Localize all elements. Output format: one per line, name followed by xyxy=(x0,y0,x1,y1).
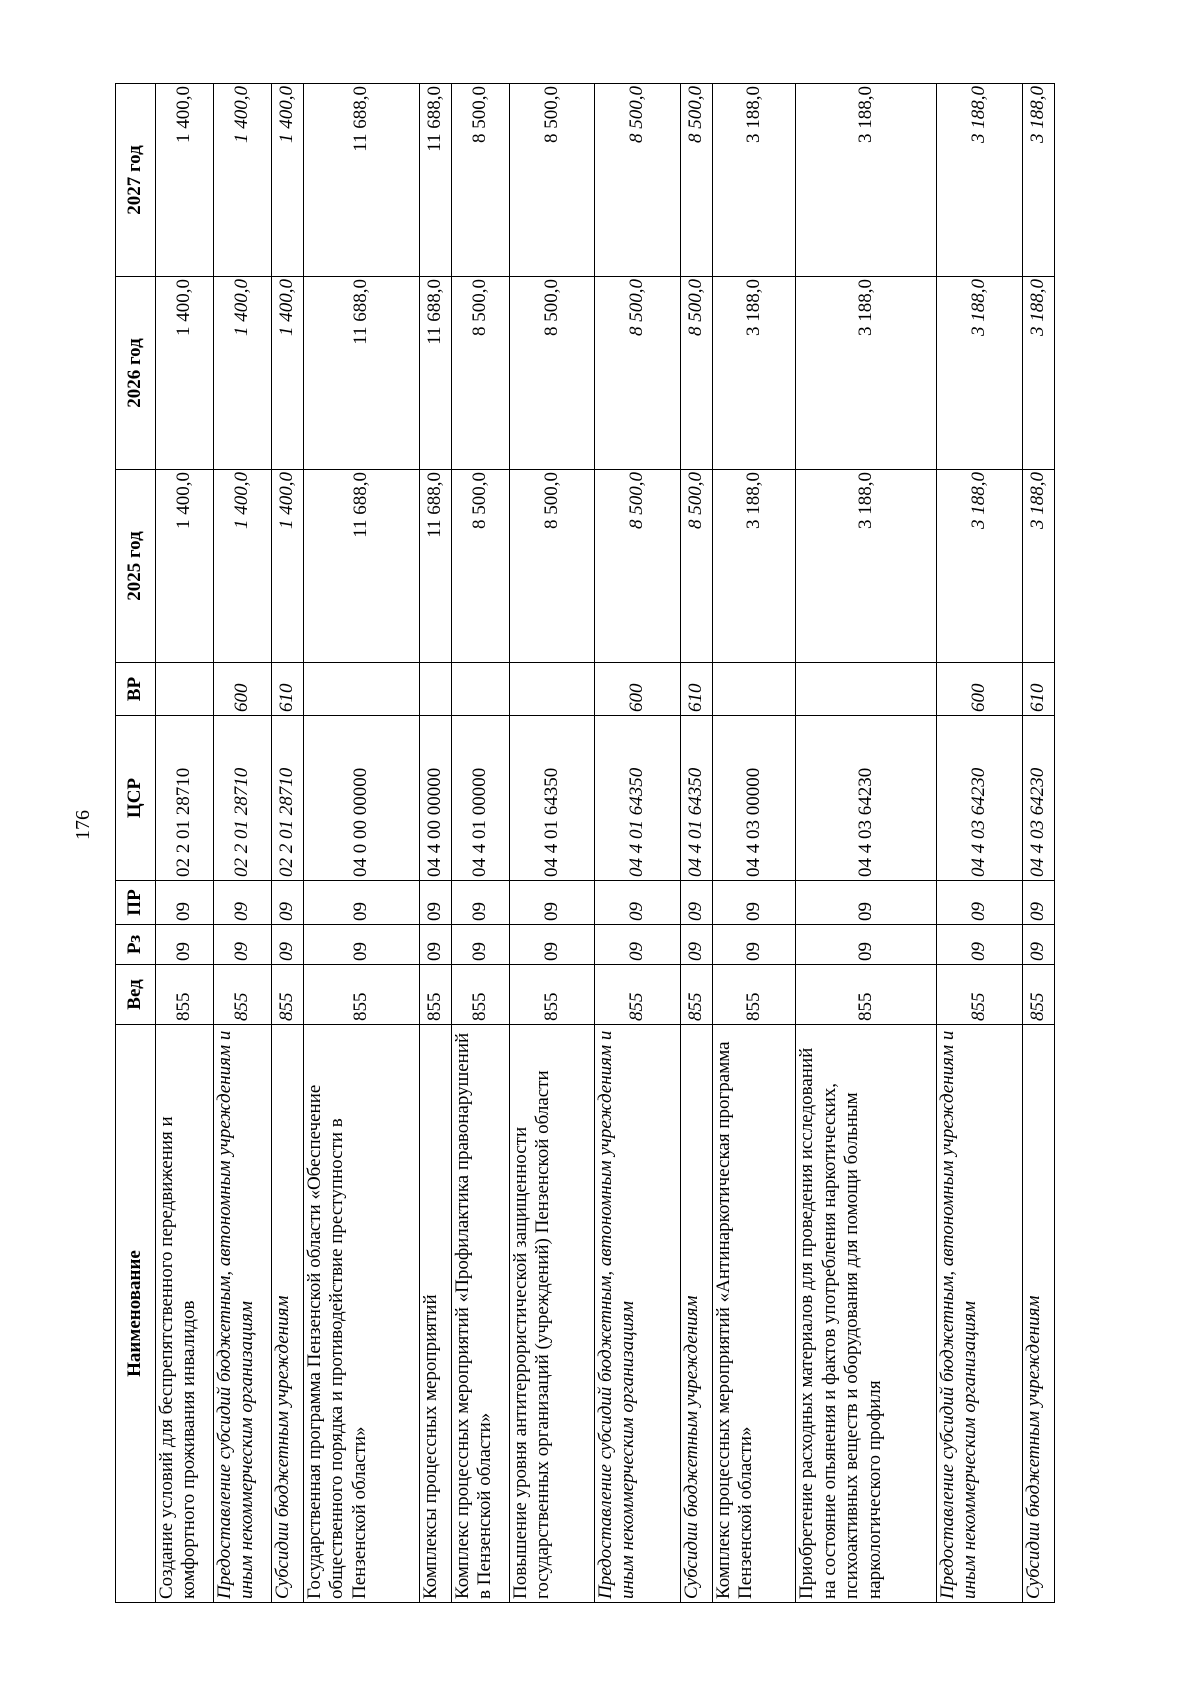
cell-2026: 3 188,0 xyxy=(712,277,796,470)
header-vr: ВР xyxy=(116,663,156,716)
cell-ved: 855 xyxy=(419,965,451,1025)
cell-vr: 610 xyxy=(1022,663,1054,716)
cell-pr: 09 xyxy=(271,881,303,925)
cell-ved: 855 xyxy=(712,965,796,1025)
cell-2026: 8 500,0 xyxy=(594,277,680,470)
cell-rz: 09 xyxy=(156,925,214,965)
cell-csr: 04 4 03 64230 xyxy=(796,716,937,881)
cell-csr: 04 4 03 00000 xyxy=(712,716,796,881)
cell-csr: 04 4 03 64230 xyxy=(936,716,1022,881)
cell-2026: 1 400,0 xyxy=(156,277,214,470)
cell-pr: 09 xyxy=(156,881,214,925)
cell-name: Комплекс процессных мероприятий «Профилактика правонарушений в Пензенской области» xyxy=(452,1025,510,1603)
cell-name: Субсидии бюджетным учреждениям xyxy=(271,1025,303,1603)
cell-rz: 09 xyxy=(271,925,303,965)
cell-2025: 1 400,0 xyxy=(156,470,214,663)
cell-rz: 09 xyxy=(509,925,594,965)
cell-vr xyxy=(304,663,420,716)
table-row xyxy=(304,84,420,1603)
header-name: Наименование xyxy=(116,1025,156,1603)
cell-2025: 3 188,0 xyxy=(796,470,937,663)
cell-pr: 09 xyxy=(304,881,420,925)
cell-2027: 8 500,0 xyxy=(509,84,594,277)
cell-name: Субсидии бюджетным учреждениям xyxy=(1022,1025,1054,1603)
cell-name: Предоставление субсидий бюджетным, автономным учреждениям и иным некоммерческим организациям xyxy=(213,1025,271,1603)
cell-pr: 09 xyxy=(594,881,680,925)
cell-2027: 1 400,0 xyxy=(271,84,303,277)
cell-ved: 855 xyxy=(680,965,712,1025)
cell-2026: 1 400,0 xyxy=(271,277,303,470)
table-row xyxy=(452,84,510,1603)
cell-2026: 8 500,0 xyxy=(680,277,712,470)
budget-table xyxy=(115,83,1055,1603)
cell-2026: 3 188,0 xyxy=(1022,277,1054,470)
cell-name: Государственная программа Пензенской области «Обеспечение общественного порядка и противодействие преступности в Пензенской области» xyxy=(304,1025,420,1603)
cell-csr: 02 2 01 28710 xyxy=(156,716,214,881)
cell-rz: 09 xyxy=(1022,925,1054,965)
cell-rz: 09 xyxy=(419,925,451,965)
cell-2027: 1 400,0 xyxy=(156,84,214,277)
cell-ved: 855 xyxy=(796,965,937,1025)
cell-vr: 600 xyxy=(213,663,271,716)
cell-2025: 3 188,0 xyxy=(1022,470,1054,663)
cell-csr: 02 2 01 28710 xyxy=(213,716,271,881)
cell-pr: 09 xyxy=(213,881,271,925)
table-row xyxy=(936,84,1022,1603)
cell-2025: 8 500,0 xyxy=(594,470,680,663)
header-rz: Рз xyxy=(116,925,156,965)
header-csr: ЦСР xyxy=(116,716,156,881)
cell-2027: 3 188,0 xyxy=(936,84,1022,277)
header-2025: 2025 год xyxy=(116,470,156,663)
cell-pr: 09 xyxy=(1022,881,1054,925)
cell-2025: 1 400,0 xyxy=(271,470,303,663)
page-number: 176 xyxy=(72,810,94,840)
cell-csr: 04 4 01 64350 xyxy=(680,716,712,881)
cell-ved: 855 xyxy=(936,965,1022,1025)
cell-rz: 09 xyxy=(936,925,1022,965)
cell-pr: 09 xyxy=(796,881,937,925)
cell-2027: 3 188,0 xyxy=(712,84,796,277)
cell-ved: 855 xyxy=(594,965,680,1025)
cell-vr xyxy=(452,663,510,716)
cell-2025: 3 188,0 xyxy=(936,470,1022,663)
cell-2027: 3 188,0 xyxy=(796,84,937,277)
cell-csr: 04 4 01 00000 xyxy=(452,716,510,881)
table-row xyxy=(680,84,712,1603)
cell-name: Приобретение расходных материалов для проведения исследований на состояние опьянения и фактов употребления наркотических, психоактивных веществ и оборудования для помощи больным наркологического профиля xyxy=(796,1025,937,1603)
cell-vr xyxy=(712,663,796,716)
cell-rz: 09 xyxy=(594,925,680,965)
header-pr: ПР xyxy=(116,881,156,925)
cell-ved: 855 xyxy=(452,965,510,1025)
cell-vr xyxy=(509,663,594,716)
cell-2025: 11 688,0 xyxy=(419,470,451,663)
header-2027: 2027 год xyxy=(116,84,156,277)
cell-2025: 3 188,0 xyxy=(712,470,796,663)
cell-2026: 1 400,0 xyxy=(213,277,271,470)
cell-pr: 09 xyxy=(680,881,712,925)
cell-2026: 11 688,0 xyxy=(419,277,451,470)
cell-vr: 600 xyxy=(936,663,1022,716)
cell-2025: 8 500,0 xyxy=(452,470,510,663)
cell-2026: 11 688,0 xyxy=(304,277,420,470)
cell-vr: 610 xyxy=(271,663,303,716)
cell-2027: 11 688,0 xyxy=(304,84,420,277)
cell-name: Предоставление субсидий бюджетным, автономным учреждениям и иным некоммерческим организациям xyxy=(936,1025,1022,1603)
cell-2026: 3 188,0 xyxy=(796,277,937,470)
cell-csr: 04 4 00 00000 xyxy=(419,716,451,881)
table-row xyxy=(509,84,594,1603)
cell-pr: 09 xyxy=(452,881,510,925)
cell-ved: 855 xyxy=(1022,965,1054,1025)
cell-vr xyxy=(419,663,451,716)
cell-vr: 610 xyxy=(680,663,712,716)
cell-pr: 09 xyxy=(509,881,594,925)
cell-vr: 600 xyxy=(594,663,680,716)
cell-2026: 8 500,0 xyxy=(509,277,594,470)
table-header-row xyxy=(116,84,156,1603)
cell-pr: 09 xyxy=(712,881,796,925)
cell-csr: 04 4 01 64350 xyxy=(594,716,680,881)
cell-pr: 09 xyxy=(419,881,451,925)
cell-name: Создание условий для беспрепятственного передвижения и комфортного проживания инвалидов xyxy=(156,1025,214,1603)
cell-rz: 09 xyxy=(213,925,271,965)
cell-2027: 8 500,0 xyxy=(680,84,712,277)
cell-2025: 8 500,0 xyxy=(680,470,712,663)
cell-vr xyxy=(156,663,214,716)
cell-2027: 11 688,0 xyxy=(419,84,451,277)
cell-2025: 1 400,0 xyxy=(213,470,271,663)
cell-csr: 02 2 01 28710 xyxy=(271,716,303,881)
cell-rz: 09 xyxy=(796,925,937,965)
cell-2025: 8 500,0 xyxy=(509,470,594,663)
cell-ved: 855 xyxy=(213,965,271,1025)
cell-2026: 8 500,0 xyxy=(452,277,510,470)
cell-csr: 04 4 03 64230 xyxy=(1022,716,1054,881)
cell-2025: 11 688,0 xyxy=(304,470,420,663)
cell-2026: 3 188,0 xyxy=(936,277,1022,470)
cell-rz: 09 xyxy=(680,925,712,965)
cell-vr xyxy=(796,663,937,716)
cell-2027: 8 500,0 xyxy=(594,84,680,277)
table-row xyxy=(1022,84,1054,1603)
header-ved: Вед xyxy=(116,965,156,1025)
cell-ved: 855 xyxy=(271,965,303,1025)
rotated-table-container xyxy=(115,83,1055,1603)
cell-rz: 09 xyxy=(712,925,796,965)
cell-csr: 04 0 00 00000 xyxy=(304,716,420,881)
cell-ved: 855 xyxy=(509,965,594,1025)
table-row xyxy=(419,84,451,1603)
cell-2027: 8 500,0 xyxy=(452,84,510,277)
cell-ved: 855 xyxy=(304,965,420,1025)
table-row xyxy=(594,84,680,1603)
table-row xyxy=(213,84,271,1603)
cell-csr: 04 4 01 64350 xyxy=(509,716,594,881)
cell-name: Комплекс процессных мероприятий «Антинаркотическая программа Пензенской области» xyxy=(712,1025,796,1603)
table-row xyxy=(712,84,796,1603)
table-row xyxy=(156,84,214,1603)
header-2026: 2026 год xyxy=(116,277,156,470)
cell-name: Субсидии бюджетным учреждениям xyxy=(680,1025,712,1603)
cell-2027: 3 188,0 xyxy=(1022,84,1054,277)
cell-pr: 09 xyxy=(936,881,1022,925)
table-row xyxy=(271,84,303,1603)
cell-name: Повышение уровня антитеррористической защищенности государственных организаций (учреждений) Пензенской области xyxy=(509,1025,594,1603)
table-row xyxy=(796,84,937,1603)
cell-2027: 1 400,0 xyxy=(213,84,271,277)
cell-rz: 09 xyxy=(452,925,510,965)
cell-rz: 09 xyxy=(304,925,420,965)
cell-name: Комплексы процессных мероприятий xyxy=(419,1025,451,1603)
cell-ved: 855 xyxy=(156,965,214,1025)
cell-name: Предоставление субсидий бюджетным, автономным учреждениям и иным некоммерческим организациям xyxy=(594,1025,680,1603)
